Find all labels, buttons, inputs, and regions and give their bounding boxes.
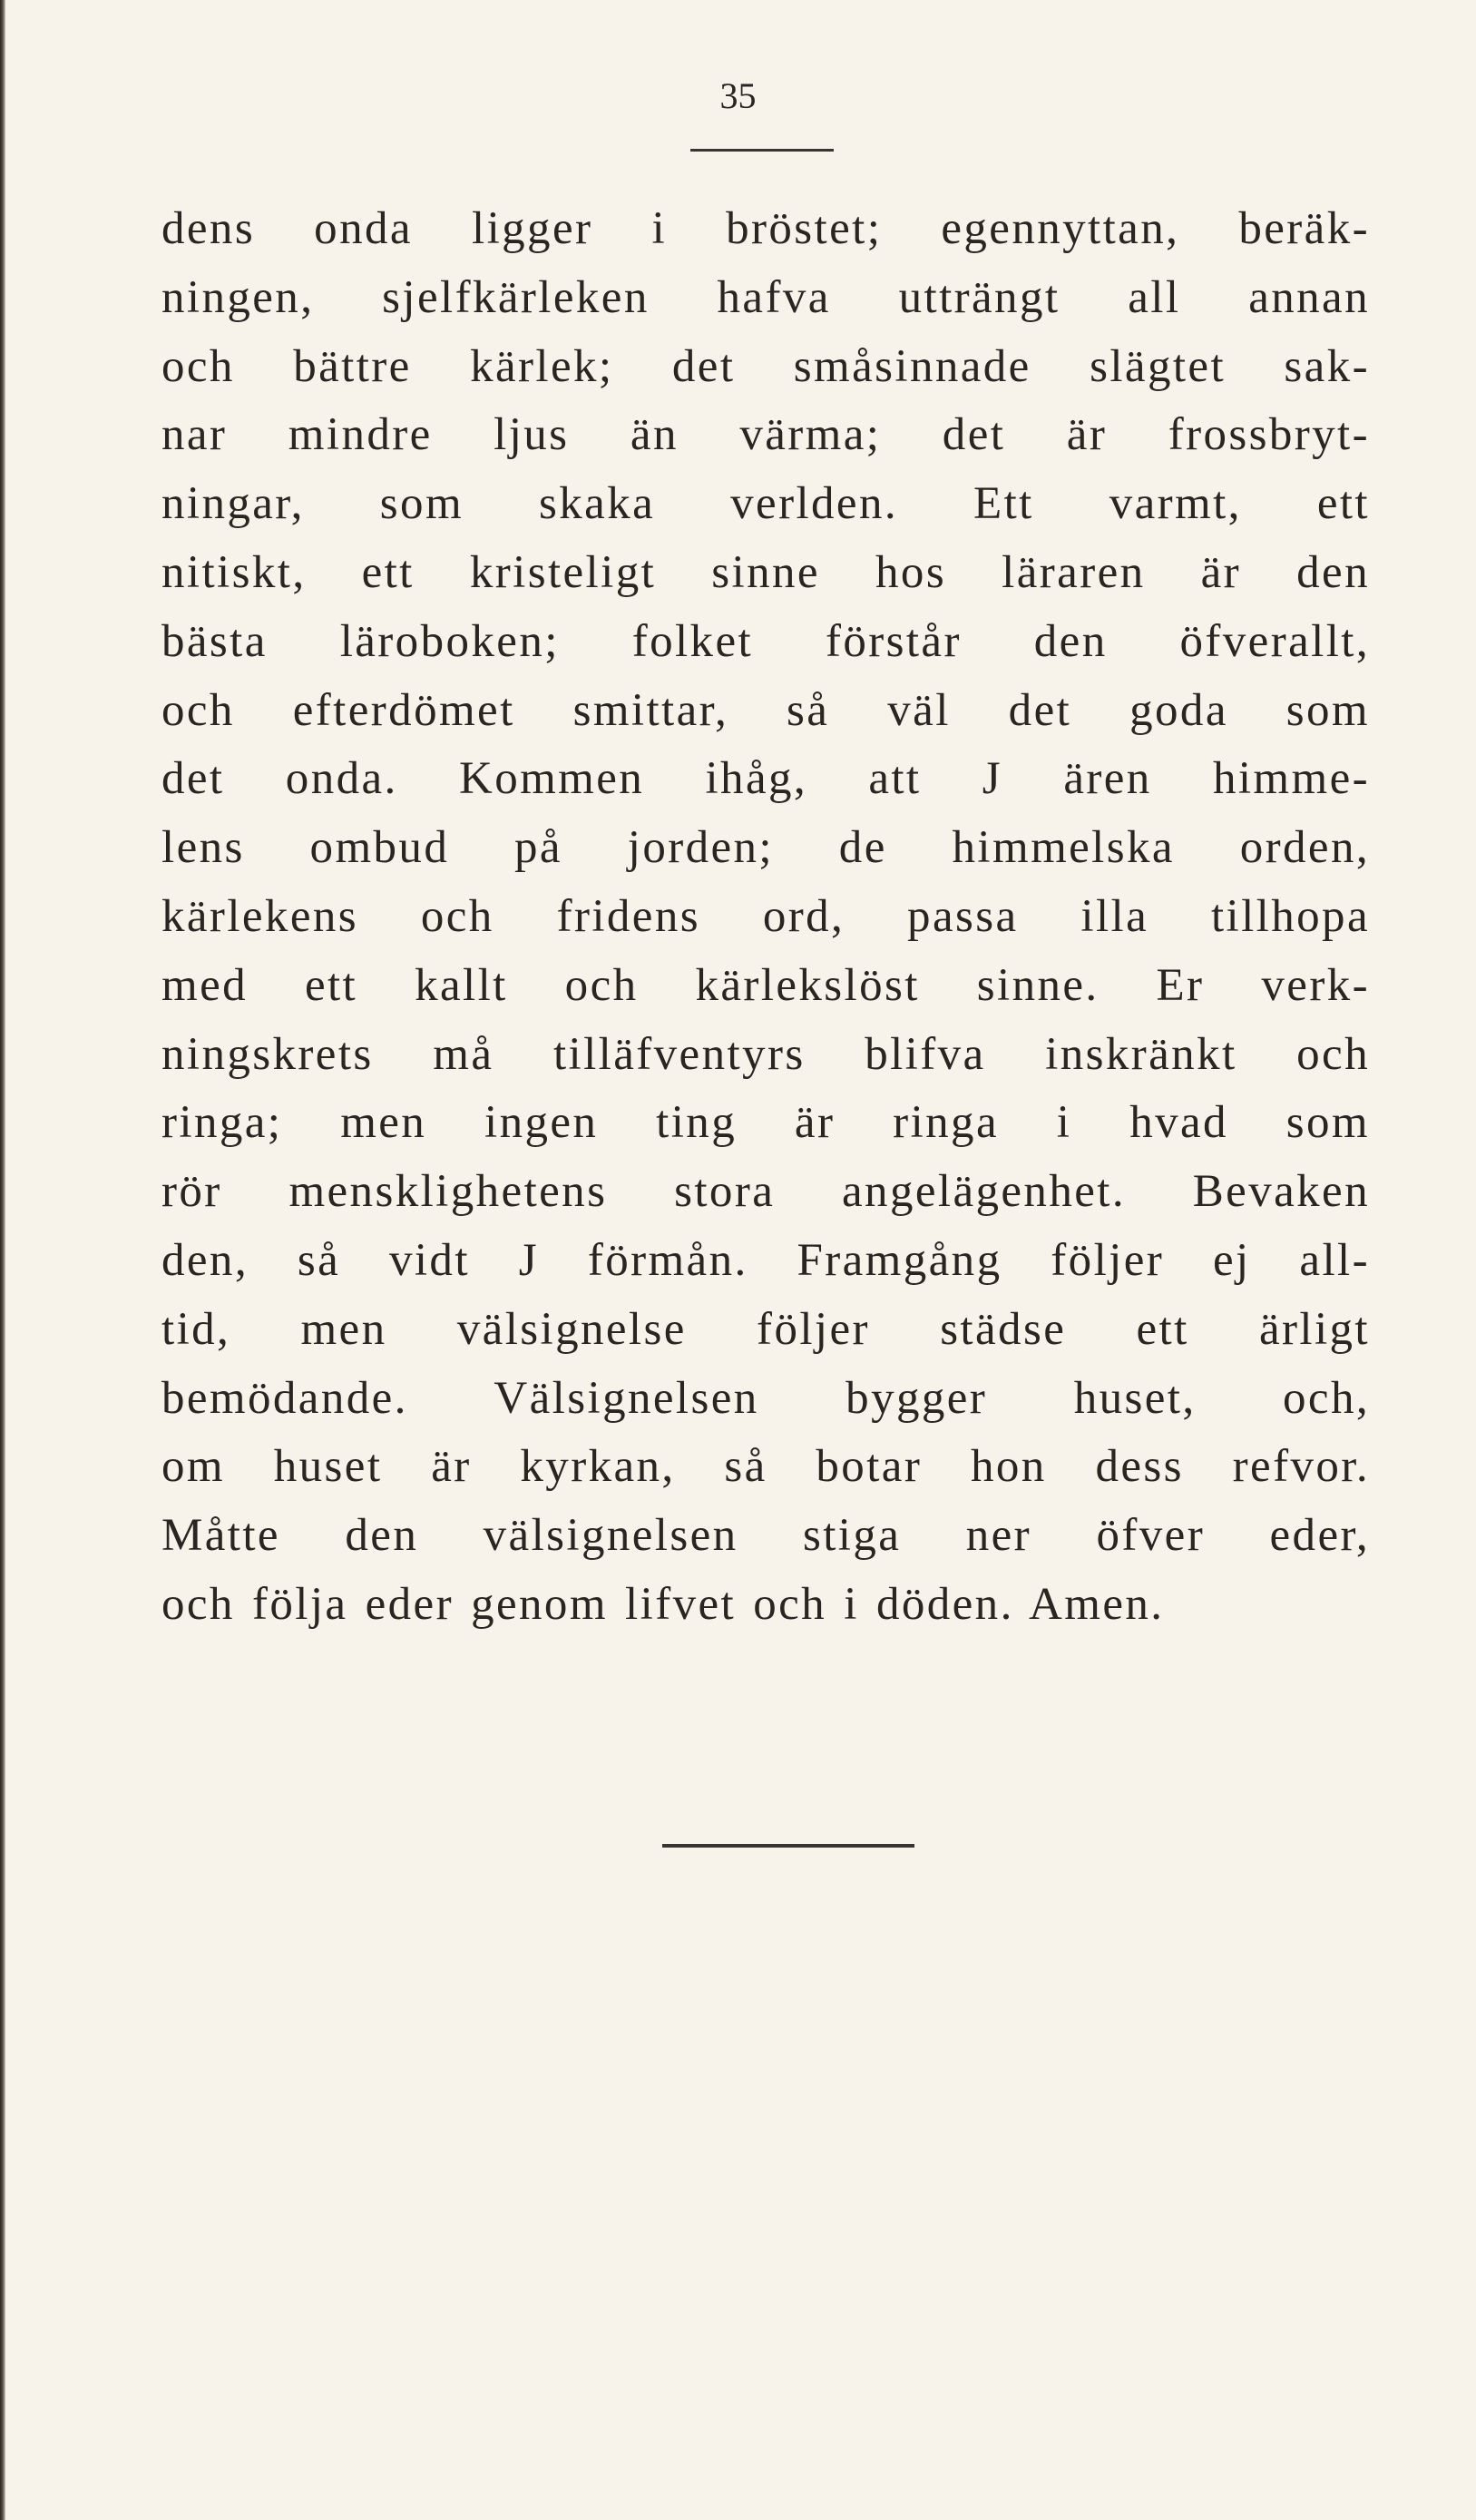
text-line: bästa läroboken; folket förstår den öfverallt, <box>161 615 1370 667</box>
text-line: och efterdömet smittar, så väl det goda som <box>161 684 1370 736</box>
text-line: rör mensklighetens stora angelägenhet. Bevaken <box>161 1166 1370 1218</box>
text-line: dens onda ligger i bröstet; egennyttan, beräk- <box>161 203 1370 254</box>
text-line: Måtte den välsignelsen stiga ner öfver eder, <box>161 1510 1370 1562</box>
text-line: ningen, sjelfkärleken hafva utträngt all annan <box>161 271 1370 323</box>
text-line: bemödande. Välsignelsen bygger huset, och, <box>161 1372 1370 1424</box>
text-line: och följa eder genom lifvet och i döden. Amen. <box>161 1578 1165 1630</box>
text-line: och bättre kärlek; det småsinnade slägtet sak- <box>161 340 1370 392</box>
page-binding-edge <box>0 0 5 2520</box>
text-line: kärlekens och fridens ord, passa illa tillhopa <box>161 890 1370 942</box>
text-line: nar mindre ljus än värma; det är frossbryt- <box>161 409 1370 461</box>
text-line: med ett kallt och kärlekslöst sinne. Er verk- <box>161 959 1370 1011</box>
text-line: lens ombud på jorden; de himmelska orden, <box>161 822 1370 874</box>
text-line: den, så vidt J förmån. Framgång följer ej all- <box>161 1234 1370 1286</box>
text-line: ringa; men ingen ting är ringa i hvad som <box>161 1097 1370 1149</box>
text-line: om huset är kyrkan, så botar hon dess refvor. <box>161 1441 1370 1493</box>
page-number: 35 <box>719 75 757 116</box>
text-line: nitiskt, ett kristeligt sinne hos läraren är den <box>161 546 1370 598</box>
text-line: det onda. Kommen ihåg, att J ären himme- <box>161 753 1370 805</box>
text-line: ningar, som skaka verlden. Ett varmt, ett <box>161 478 1370 530</box>
page-number-rule <box>690 149 834 152</box>
text-line: ningskrets må tilläfventyrs blifva inskränkt och <box>161 1028 1370 1080</box>
text-line: tid, men välsignelse följer städse ett ärligt <box>161 1303 1370 1355</box>
body-text <box>161 195 1370 1640</box>
end-rule <box>662 1844 914 1848</box>
